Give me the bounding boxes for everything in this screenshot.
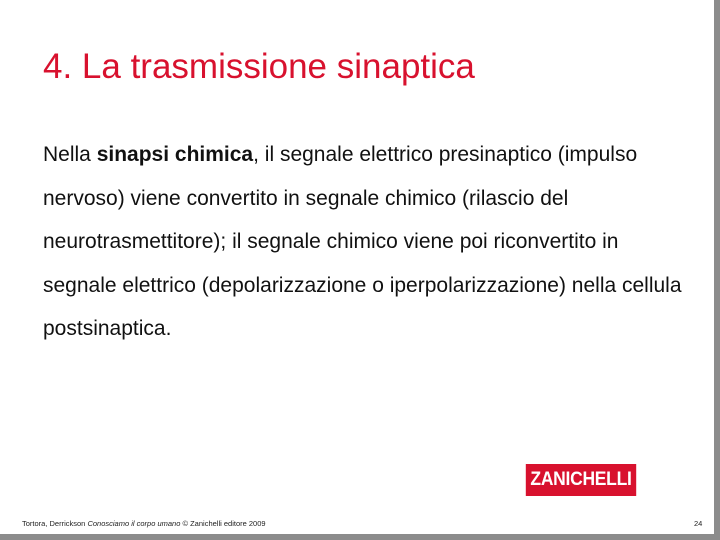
page-number: 24 xyxy=(694,519,703,528)
body-rest: , il segnale elettrico presinaptico (impulso nervoso) viene convertito in segnale chimico (rilascio del neurotrasmettitore); il segnale chimico viene poi riconvertito in segnale elettrico (depolarizzazione o iperpolarizzazione) nella cellula postsinaptica. xyxy=(43,143,682,340)
footer-credit xyxy=(22,519,266,528)
slide-title: 4. La trasmissione sinaptica xyxy=(43,47,475,86)
footer-publisher: © Zanichelli editore 2009 xyxy=(180,519,266,528)
slide-body-text xyxy=(43,133,683,351)
body-bold-term: sinapsi chimica xyxy=(96,143,254,166)
logo-text: ZANICHELLI xyxy=(530,469,632,490)
footer-authors: Tortora, Derrickson xyxy=(22,519,88,528)
zanichelli-logo xyxy=(526,464,636,496)
footer-book-title: Conosciamo il corpo umano xyxy=(87,519,181,528)
body-intro: Nella xyxy=(43,143,97,166)
